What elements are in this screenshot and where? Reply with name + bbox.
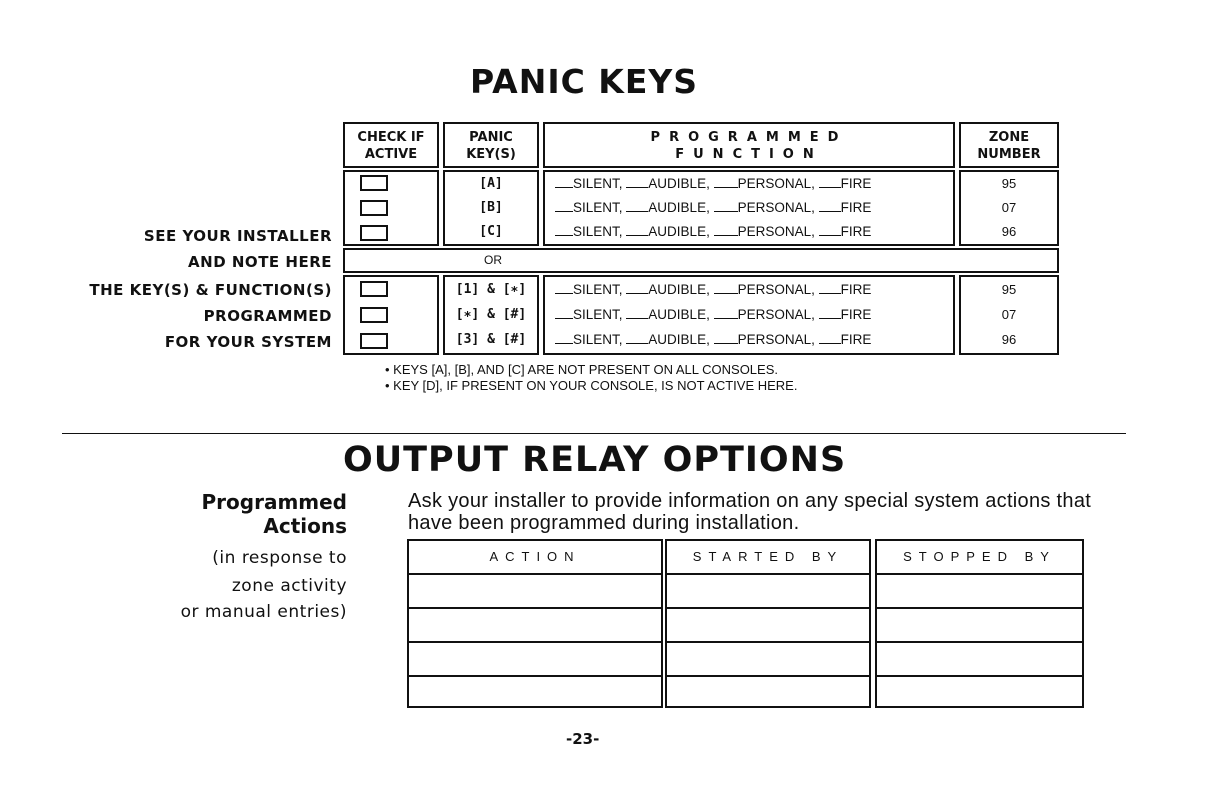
side-label-line: SEE YOUR INSTALLER: [143, 227, 332, 245]
relay-actions-table: [407, 539, 1084, 708]
note-line: • KEY [D], IF PRESENT ON YOUR CONSOLE, IS NOT ACTIVE HERE.: [385, 378, 798, 393]
active-checkbox-1-star[interactable]: [360, 281, 388, 297]
function-cell: [543, 275, 955, 355]
side-label-line: FOR YOUR SYSTEM: [164, 333, 332, 351]
response-line: zone activity: [231, 576, 347, 596]
function-options-line: SILENT, AUDIBLE, PERSONAL, FIRE: [545, 173, 953, 195]
response-line: (in response to: [212, 548, 347, 568]
header-panic-keys: PANIC KEY(S): [443, 122, 539, 168]
action-column: [407, 539, 663, 708]
column-header: ACTION: [409, 541, 661, 575]
actions-label: Actions: [263, 514, 347, 538]
function-cell: [543, 170, 955, 246]
header-programmed-function: PROGRAMMED FUNCTION: [543, 122, 955, 168]
page-number: -23-: [566, 730, 600, 748]
header-zone-number: ZONE NUMBER: [959, 122, 1059, 168]
side-label-line: AND NOTE HERE: [188, 253, 332, 271]
panic-key-cell: [1] & [∗] [∗] & [#] [3] & [#]: [443, 275, 539, 355]
table-row: [343, 275, 439, 355]
response-line: or manual entries): [180, 602, 347, 622]
or-label: OR: [484, 253, 502, 267]
function-options-line: SILENT, AUDIBLE, PERSONAL, FIRE: [545, 221, 953, 243]
intro-paragraph: Ask your installer to provide information on any special system actions that have been programmed during installation.: [408, 490, 1092, 534]
function-options-line: SILENT, AUDIBLE, PERSONAL, FIRE: [545, 329, 953, 351]
header-check-if-active: CHECK IF ACTIVE: [343, 122, 439, 168]
column-header: STARTED BY: [667, 541, 869, 575]
function-options-line: SILENT, AUDIBLE, PERSONAL, FIRE: [545, 304, 953, 326]
panic-keys-title: PANIC KEYS: [470, 62, 699, 101]
active-checkbox-star-hash[interactable]: [360, 307, 388, 323]
started-by-column: [665, 539, 871, 708]
function-options-line: SILENT, AUDIBLE, PERSONAL, FIRE: [545, 197, 953, 219]
note-line: • KEYS [A], [B], AND [C] ARE NOT PRESENT ON ALL CONSOLES.: [385, 362, 778, 377]
active-checkbox-a[interactable]: [360, 175, 388, 191]
section-divider: [62, 433, 1126, 434]
or-row: [343, 248, 1059, 273]
stopped-by-column: [875, 539, 1084, 708]
panic-key-cell: [A] [B] [C]: [443, 170, 539, 246]
table-row: [343, 170, 439, 246]
function-options-line: SILENT, AUDIBLE, PERSONAL, FIRE: [545, 279, 953, 301]
side-label-line: THE KEY(S) & FUNCTION(S): [89, 281, 332, 299]
active-checkbox-3-hash[interactable]: [360, 333, 388, 349]
programmed-label: Programmed: [201, 490, 347, 514]
side-label-line: PROGRAMMED: [203, 307, 332, 325]
output-relay-title: OUTPUT RELAY OPTIONS: [343, 440, 847, 480]
active-checkbox-b[interactable]: [360, 200, 388, 216]
column-header: STOPPED BY: [877, 541, 1082, 575]
zone-cell: 95 07 96: [959, 170, 1059, 246]
active-checkbox-c[interactable]: [360, 225, 388, 241]
panic-keys-table: [343, 122, 1059, 355]
zone-cell: 95 07 96: [959, 275, 1059, 355]
